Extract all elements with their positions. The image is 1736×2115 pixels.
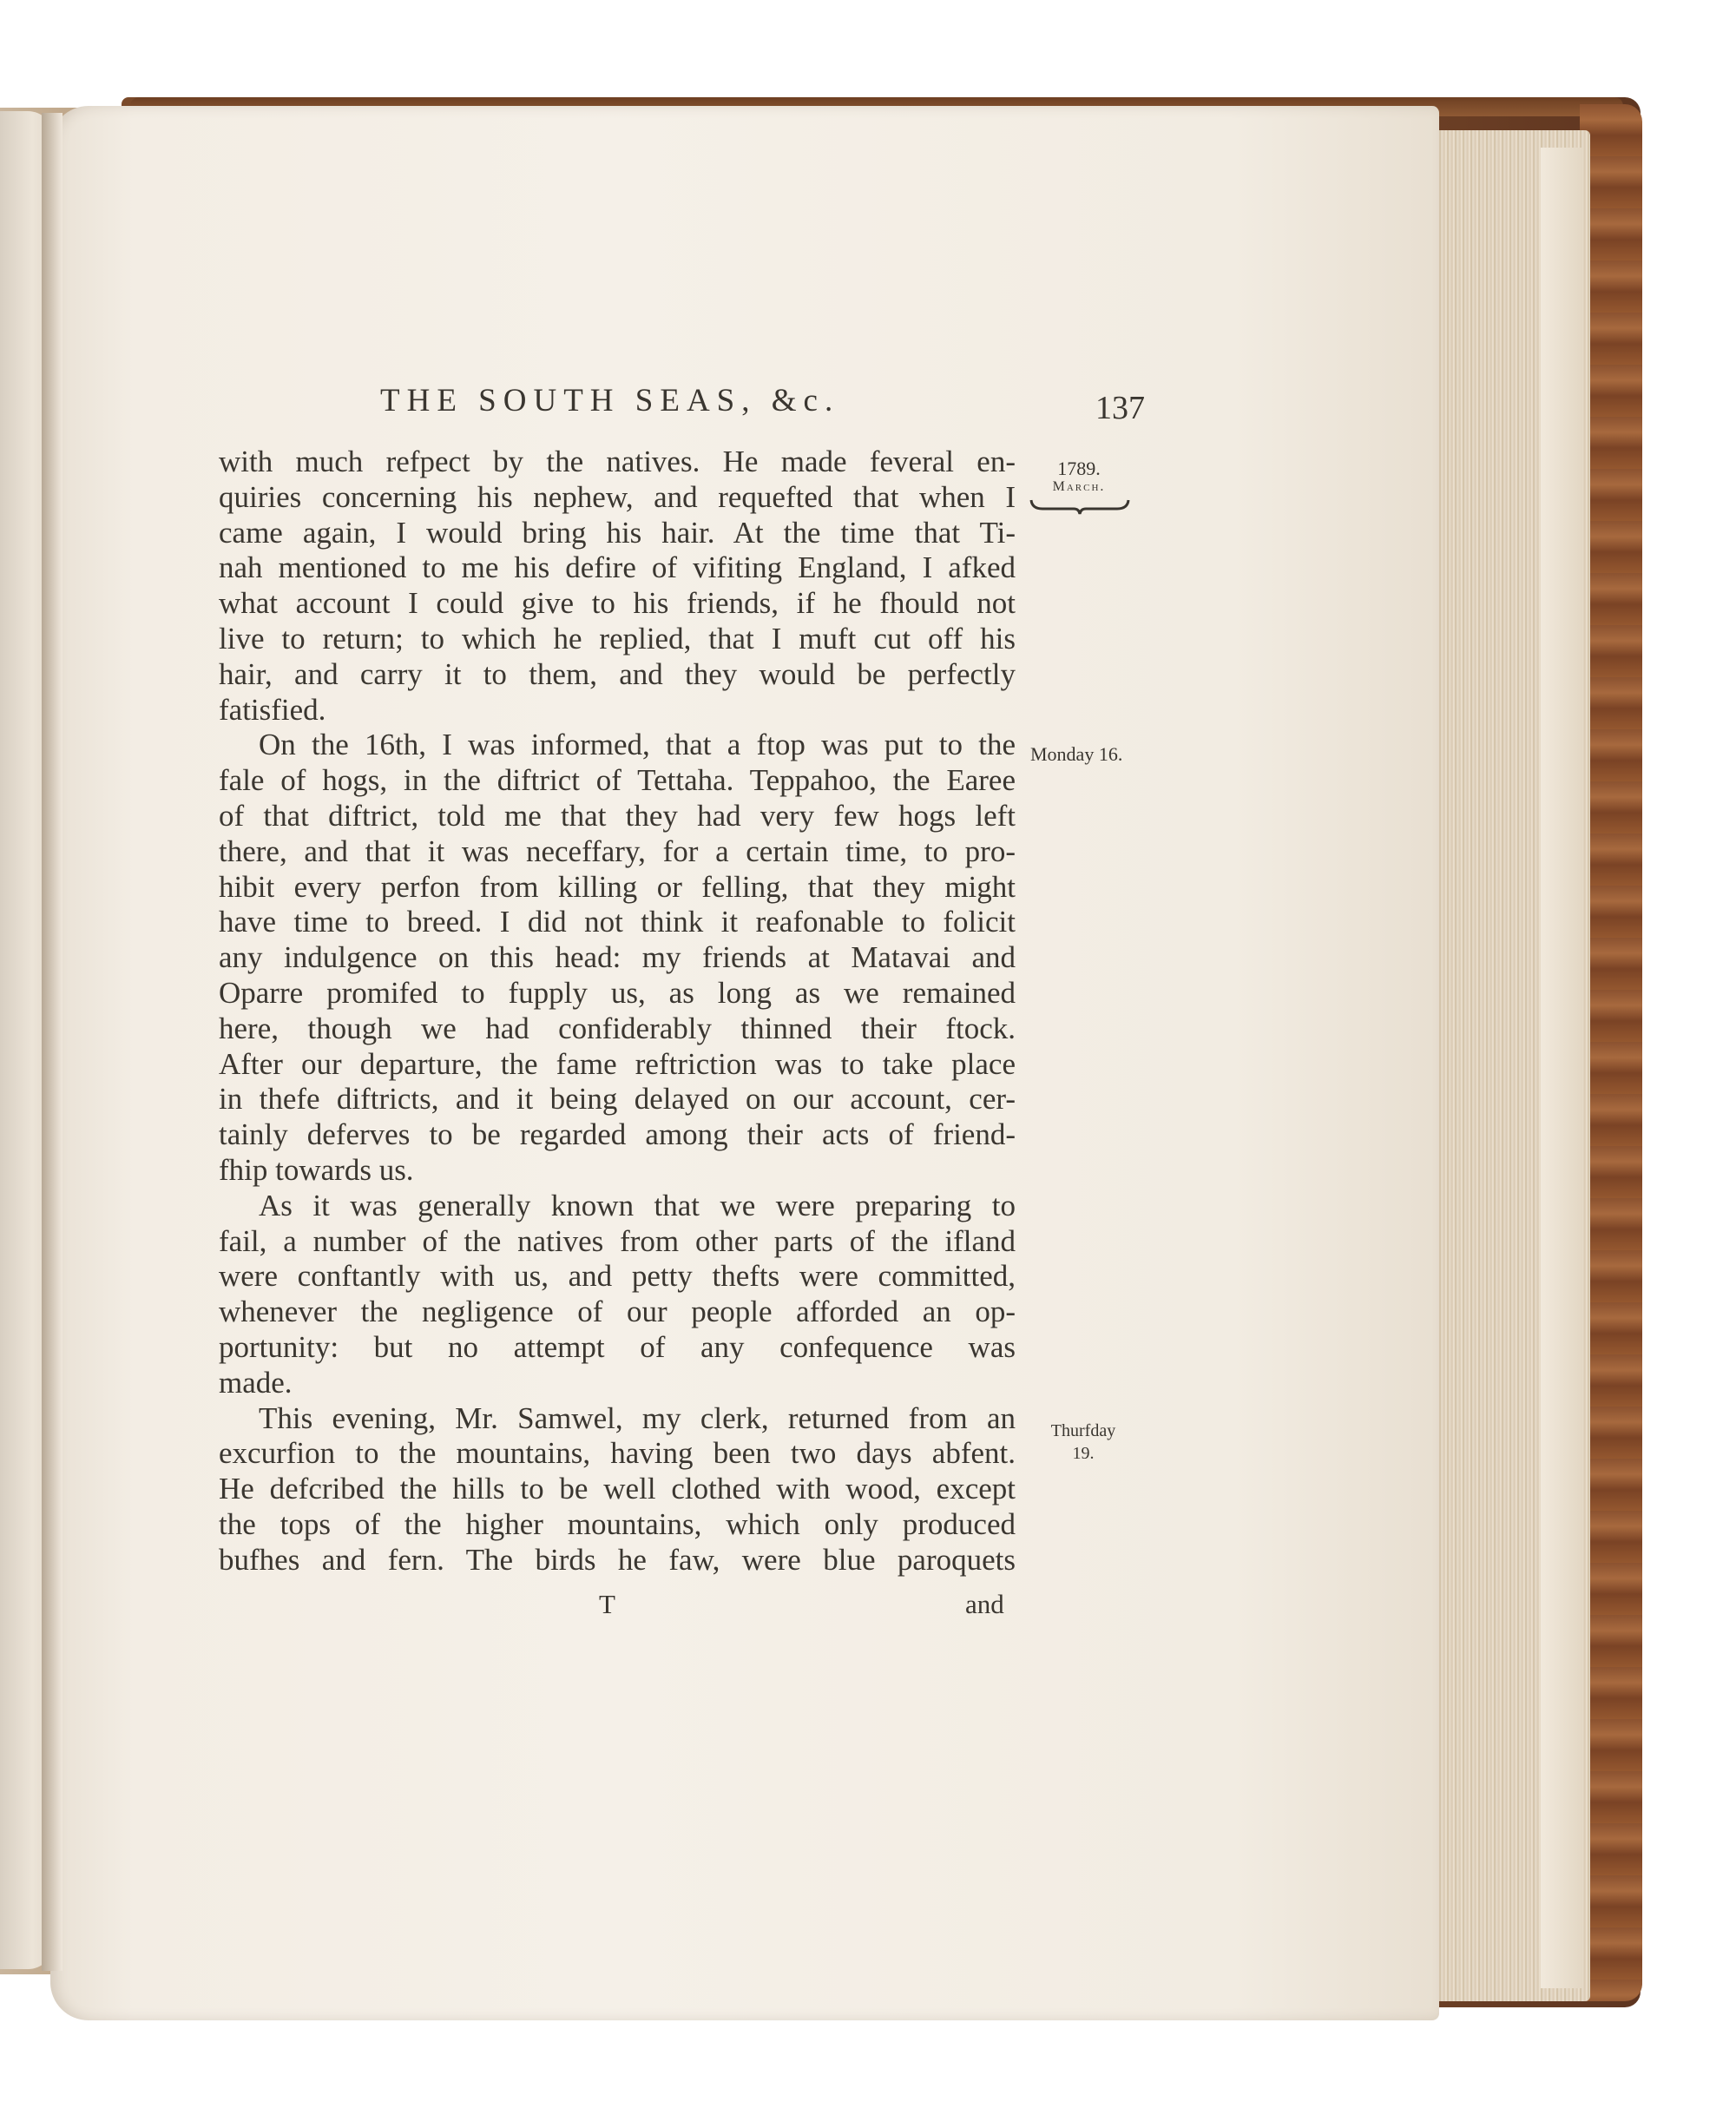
margin-note-thursday: Thurfday xyxy=(1050,1421,1116,1440)
page-number: 137 xyxy=(1095,390,1145,426)
text-line: whenever the negligence of our people afforded an op- xyxy=(219,1295,1016,1329)
margin-brace-icon xyxy=(1029,497,1131,517)
text-line: bufhes and fern. The birds he faw, were blue paroquets xyxy=(219,1542,1016,1577)
catchword: and xyxy=(965,1589,1004,1619)
text-line: tainly deferves to be regarded among their acts of friend- xyxy=(219,1117,1016,1152)
text-line: in thefe diftricts, and it being delayed on our account, cer- xyxy=(219,1082,1016,1117)
text-line: the tops of the higher mountains, which only produced xyxy=(219,1506,1016,1541)
text-line: what account I could give to his friends, if he fhould not xyxy=(219,586,1016,621)
text-line: with much refpect by the natives. He made feveral en- xyxy=(219,445,1016,478)
margin-note-month: March. xyxy=(1052,479,1106,494)
text-line: hibit every perfon from killing or felling, that they might xyxy=(219,869,1016,904)
text-line: On the 16th, I was informed, that a ftop was put to the xyxy=(259,728,1016,762)
text-line: of that diftrict, told me that they had very few hogs left xyxy=(219,798,1016,833)
text-line: Oparre promifed to fupply us, as long as we remained xyxy=(219,975,1016,1010)
text-line: were conftantly with us, and petty thefts were committed, xyxy=(219,1259,1016,1294)
body-text xyxy=(219,445,1016,1578)
running-head: THE SOUTH SEAS, &c. xyxy=(380,383,840,418)
text-line: fhip towards us. xyxy=(219,1152,414,1187)
text-line: live to return; to which he replied, that I muft cut off his xyxy=(219,621,1016,656)
text-line: quiries concerning his nephew, and requefted that when I xyxy=(219,479,1016,514)
text-line: This evening, Mr. Samwel, my clerk, returned from an xyxy=(259,1400,1016,1435)
margin-note-year: 1789. xyxy=(1057,458,1101,479)
text-line: He defcribed the hills to be well clothed with wood, except xyxy=(219,1472,1016,1506)
text-line: fale of hogs, in the diftrict of Tettaha. Teppahoo, the Earee xyxy=(219,763,1016,798)
signature-mark: T xyxy=(599,1589,615,1619)
text-line: excurfion to the mountains, having been two days abfent. xyxy=(219,1436,1016,1471)
text-line: hair, and carry it to them, and they would be perfectly xyxy=(219,656,1016,691)
text-line: here, though we had confiderably thinned their ftock. xyxy=(219,1011,1016,1045)
margin-note-thursday-day: 19. xyxy=(1072,1444,1095,1463)
text-line: came again, I would bring his hair. At the time that Ti- xyxy=(219,515,1016,550)
text-line: As it was generally known that we were preparing to xyxy=(259,1188,1016,1222)
text-line: there, and that it was neceffary, for a certain time, to pro- xyxy=(219,833,1016,868)
gutter-shadow xyxy=(42,113,62,1971)
page-block-fore-edge-outer xyxy=(1541,148,1582,1988)
text-line: fail, a number of the natives from other parts of the ifland xyxy=(219,1223,1016,1258)
margin-note-monday: Monday 16. xyxy=(1030,743,1123,765)
text-line: any indulgence on this head: my friends at Matavai and xyxy=(219,940,1016,975)
text-line: fatisfied. xyxy=(219,692,326,727)
text-line: made. xyxy=(219,1365,293,1400)
text-line: have time to breed. I did not think it reafonable to folicit xyxy=(219,905,1016,939)
text-line: portunity: but no attempt of any confequence was xyxy=(219,1329,1016,1364)
text-line: After our departure, the fame reftriction was to take place xyxy=(219,1046,1016,1081)
text-line: nah mentioned to me his defire of vifiting England, I afked xyxy=(219,550,1016,585)
